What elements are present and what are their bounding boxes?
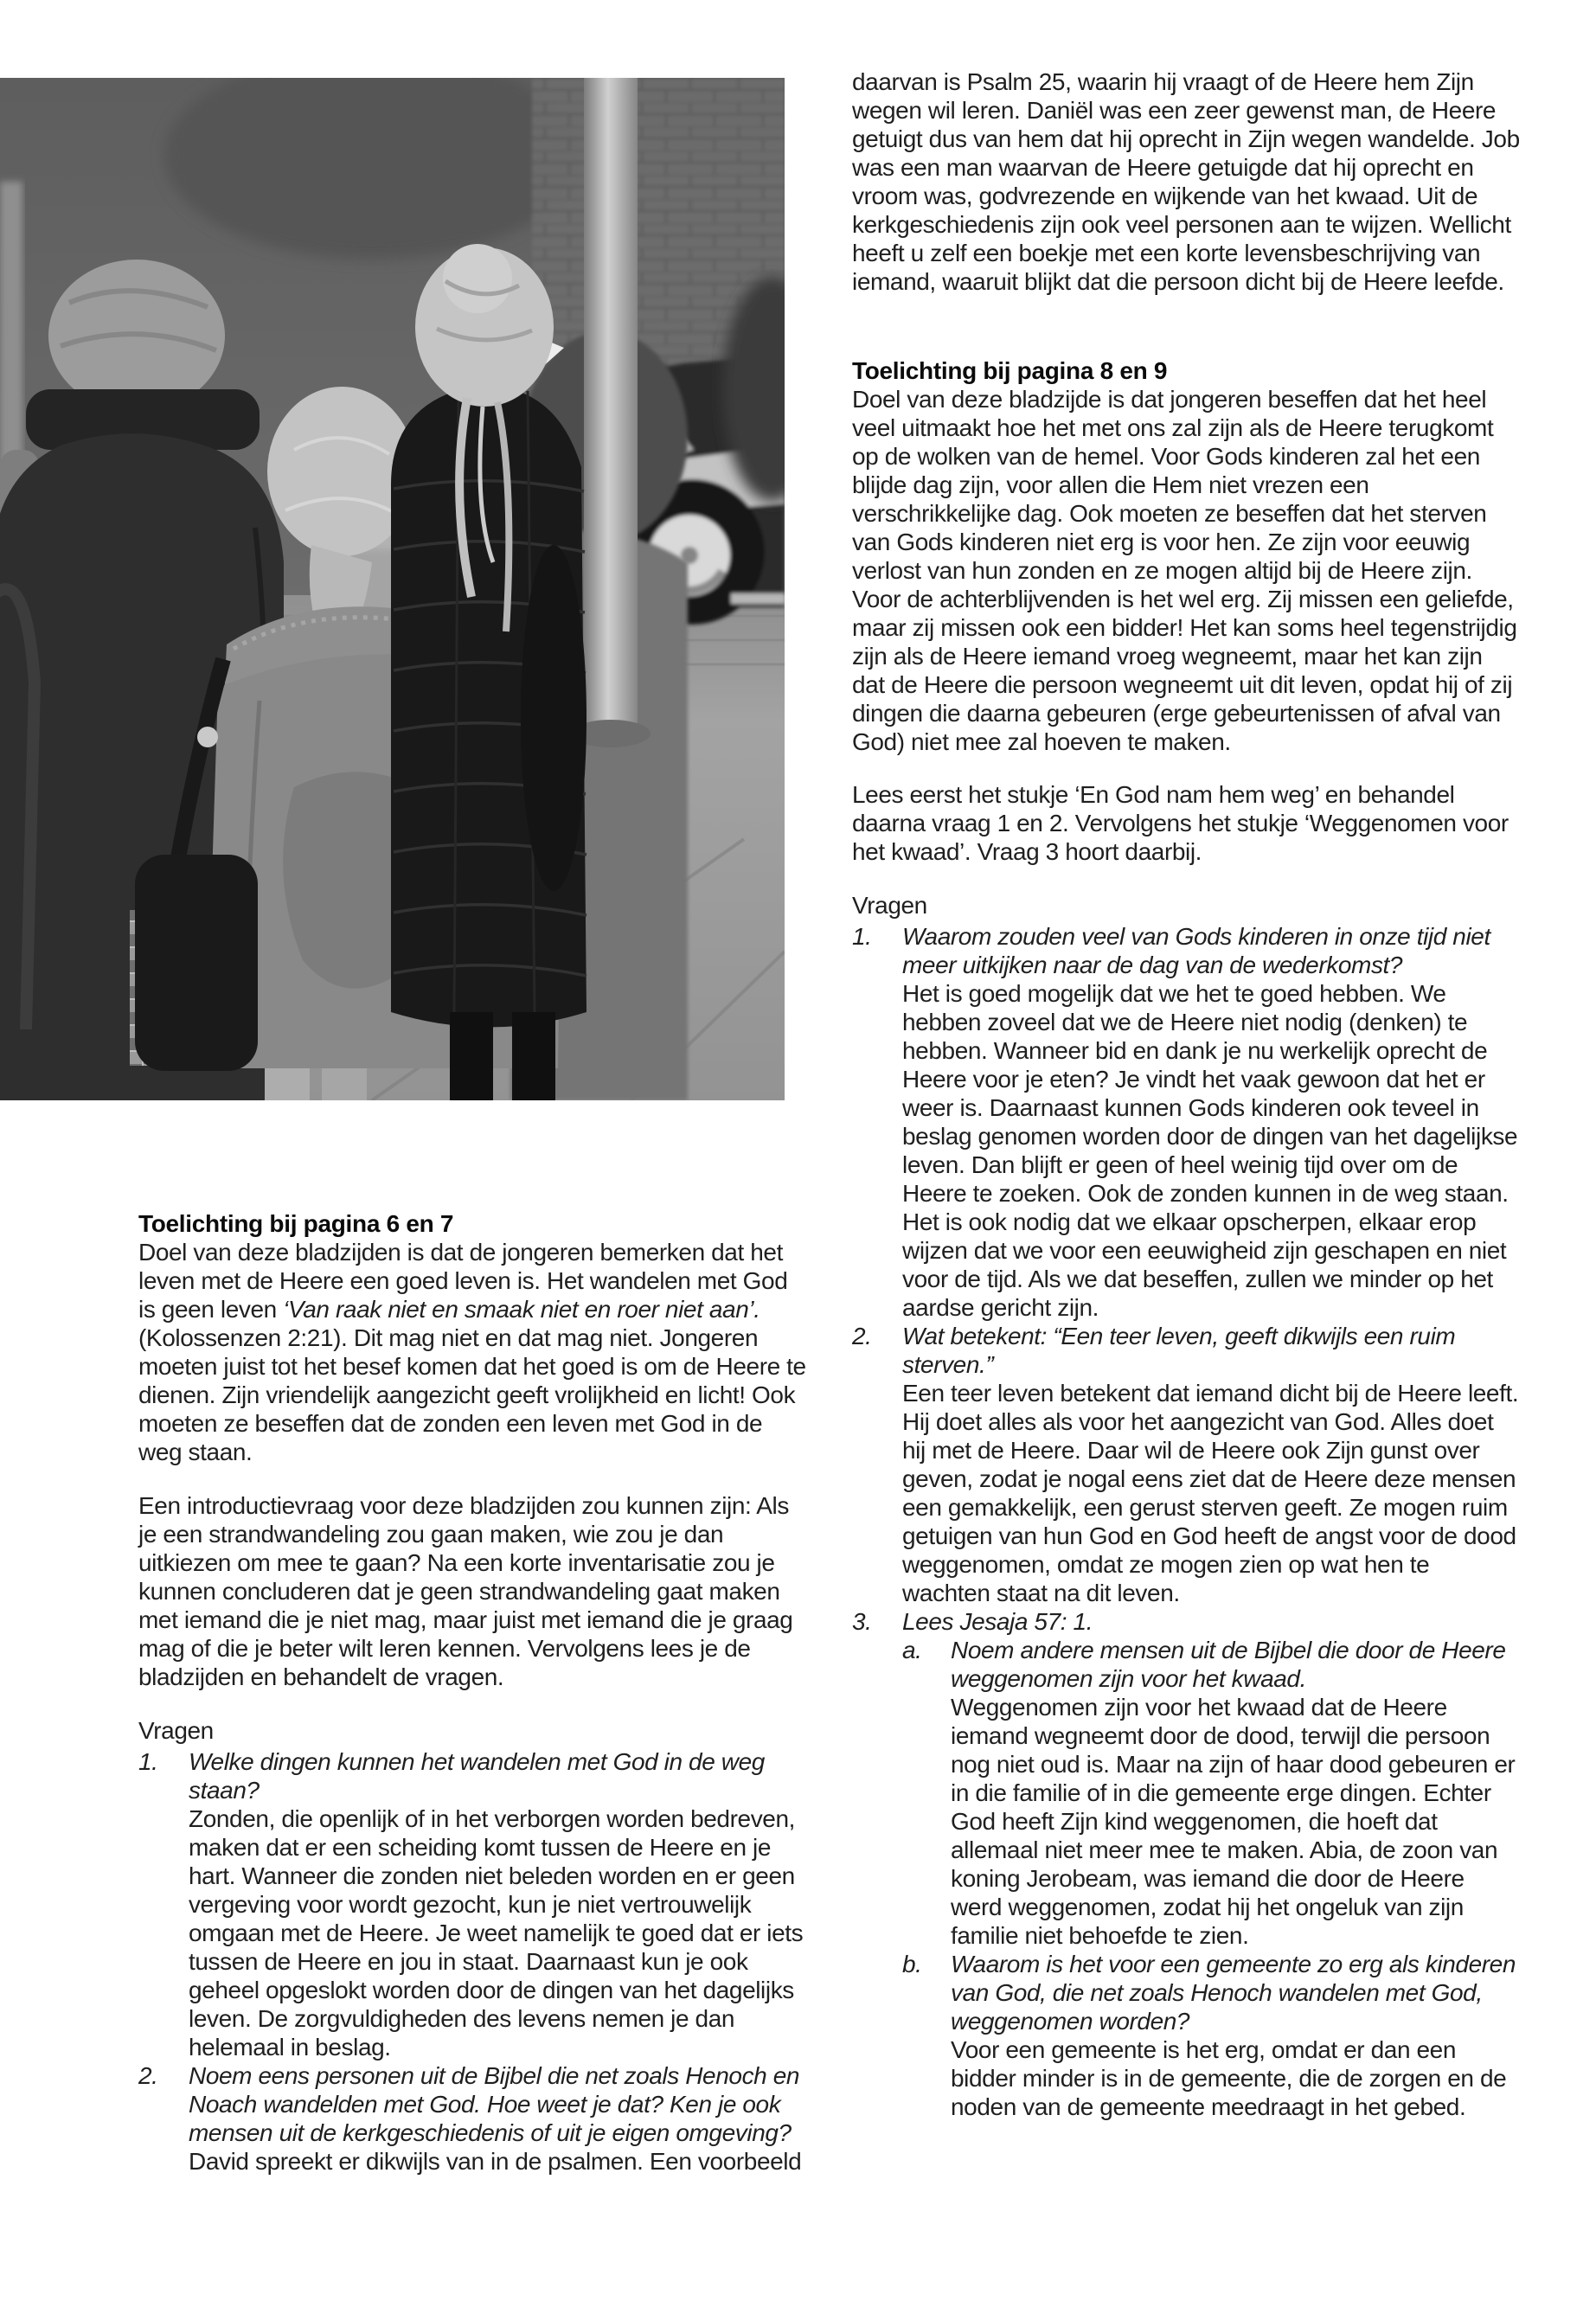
question-item xyxy=(138,2061,806,2176)
question-text: Wat betekent: “Een teer leven, geeft dikwijls een ruim sterven.” xyxy=(902,1323,1456,1378)
question-list xyxy=(852,922,1520,2121)
question-text: Welke dingen kunnen het wandelen met God in de weg staan? xyxy=(189,1748,765,1804)
question-marker: 2. xyxy=(138,2062,158,2089)
answer-text: Een teer leven betekent dat iemand dicht bij de Heere leeft. Hij doet alles als voor het aangezicht van God. Alles doet hij met de Heere. Daar wil de Heere ook Zijn gunst over geven, zodat je nogal eens ziet dat de Heere deze mensen een gemakkelijk, een gerust sterven geeft. Ze mogen ruim getuigen van hun God en God heeft de angst voor de dood weggenomen, omdat ze mogen zien op wat hen te wachten staat na dit leven. xyxy=(902,1380,1519,1606)
question-content xyxy=(189,2061,806,2176)
question-item xyxy=(852,1607,1520,2121)
paragraph-lees-eerst: Lees eerst het stukje ‘En God nam hem weg’ en behandel daarna vraag 1 en 2. Vervolgens het stukje ‘Weggenomen voor het kwaad’. Vraag 3 hoort daarbij. xyxy=(852,781,1509,865)
answer-text: Zonden, die openlijk of in het verborgen worden bedreven, maken dat er een scheiding komt tussen de Heere en je hart. Wanneer die zonden niet beleden worden en er geen vergeving voor wordt gezocht, kun je niet vertrouwelijk omgaan met de Heere. Je weet namelijk te goed dat er iets tussen de Heere en jou in staat. Daarnaast kun je ook geheel opgeslokt worden door de dingen van het dagelijks leven. De zorgvuldigheden des levens nemen je dan helemaal in beslag. xyxy=(189,1805,804,2061)
question-marker: 2. xyxy=(852,1323,872,1349)
body-text: Doel van deze bladzijden is dat de jongeren bemerken dat het leven met de Heere een goed leven is. Het wandelen met God is geen leven xyxy=(138,1239,788,1323)
question-marker: a. xyxy=(902,1637,922,1663)
quoted-italic-text: ‘Van raak niet en smaak niet en roer niet aan’. xyxy=(283,1296,760,1323)
question-content xyxy=(189,1747,806,2061)
question-content xyxy=(902,1322,1520,1607)
question-content xyxy=(902,1607,1520,2121)
street-photo-illustration xyxy=(0,78,785,1100)
answer-text: Weggenomen zijn voor het kwaad dat de Heere iemand wegneemt door de dood, terwijl die persoon nog niet oud is. Maar na zijn of haar dood gebeuren er in die familie of in die gemeente erge dingen. Echter God heeft Zijn kind weggenomen, die hoeft dat allemaal niet meer mee te maken. Abia, de zoon van koning Jerobeam, was iemand die door de Heere werd weggenomen, zodat hij het ongeluk van zijn familie niet behoefde te zien. xyxy=(951,1694,1516,1949)
sub-question-item xyxy=(902,1636,1520,1950)
question-text: Waarom zouden veel van Gods kinderen in onze tijd niet meer uitkijken naar de dag van de wederkomst? xyxy=(902,923,1490,978)
paragraph-doel-6-7 xyxy=(138,1238,806,1466)
body-text: (Kolossenzen 2:21). Dit mag niet en dat mag niet. Jongeren moeten juist tot het besef komen dat het goed is om de Heere te dienen. Zijn vriendelijk aangezicht geeft vrolijkheid en licht! Ook moeten ze beseffen dat de zonden een leven met God in de weg staan. xyxy=(138,1324,806,1465)
questions-label: Vragen xyxy=(852,892,927,919)
questions-label: Vragen xyxy=(138,1717,214,1744)
shoulder-bag xyxy=(135,855,258,1071)
question-marker: 1. xyxy=(852,923,872,950)
paragraph-doel-8-9: Doel van deze bladzijde is dat jongeren beseffen dat het heel veel uitmaakt hoe het met ons zal zijn als de Heere terugkomt op de wolken van de hemel. Voor Gods kinderen zal het een blijde dag zijn, voor allen die Hem niet vrezen een verschrikkelijke dag. Ook moeten ze beseffen dat het sterven van Gods kinderen niet erg is voor hen. Ze zijn voor eeuwig verlost van hun zonden en ze mogen altijd bij de Heere zijn. Voor de achterblijvenden is het wel erg. Zij missen een geliefde, maar zij missen ook een bidder! Het kan soms heel tegenstrijdig zijn als de Heere iemand vroeg wegneemt, maar het kan zijn dat de Heere die persoon wegneemt uit dit leven, opdat hij of zij dingen die daarna gebeuren (erge gebeurtenissen of afval van God) niet mee zal hoeven te maken. xyxy=(852,386,1517,755)
paragraph-continued: daarvan is Psalm 25, waarin hij vraagt of de Heere hem Zijn wegen wil leren. Daniël was een zeer gewenst man, de Heere getuigt dus van hem dat hij oprecht in Zijn wegen wandelde. Job was een man waarvan de Heere getuigde dat hij oprecht en vroom was, godvrezende en wijkende van het kwaad. Uit de kerkgeschiedenis zijn ook veel personen aan te wijzen. Wellicht heeft u zelf een boekje met een korte levensbeschrijving van iemand, waaruit blijkt dat die persoon dicht bij de Heere leefde. xyxy=(852,68,1520,295)
answer-text: Het is goed mogelijk dat we het te goed hebben. We hebben zoveel dat we de Heere niet nodig (denken) te hebben. Wanneer bid en dank je nu werkelijk oprecht de Heere voor je eten? Je vindt het vaak gewoon dat het er weer is. Daarnaast kunnen Gods kinderen ook teveel in beslag genomen worden door de dingen van het dagelijkse leven. Dan blijft er geen of heel weinig tijd over om de Heere te zoeken. Ook de zonden kunnen in de weg staan. Het is ook nodig dat we elkaar opscherpen, elkaar erop wijzen dat we voor een eeuwigheid zijn geschapen en niet voor de tijd. Als we dat beseffen, zullen we minder op het aardse gericht zijn. xyxy=(902,980,1518,1321)
right-column xyxy=(852,67,1520,2121)
question-marker: 1. xyxy=(138,1748,158,1775)
question-text: Noem andere mensen uit de Bijbel die door de Heere weggenomen zijn voor het kwaad. xyxy=(951,1637,1506,1692)
question-item xyxy=(852,922,1520,1322)
question-content xyxy=(951,1950,1520,2121)
sub-question-list xyxy=(902,1636,1520,2121)
section-heading-pagina-8-9: Toelichting bij pagina 8 en 9 xyxy=(852,357,1168,384)
question-marker: b. xyxy=(902,1951,922,1977)
section-heading-pagina-6-7: Toelichting bij pagina 6 en 7 xyxy=(138,1210,454,1237)
question-list xyxy=(138,1747,806,2176)
answer-text: Voor een gemeente is het erg, omdat er dan een bidder minder is in de gemeente, die de zorgen en de noden van de gemeente meedraagt in het gebed. xyxy=(951,2036,1507,2120)
question-text: Lees Jesaja 57: 1. xyxy=(902,1608,1093,1635)
question-item xyxy=(138,1747,806,2061)
question-content xyxy=(902,922,1520,1322)
street-photo xyxy=(0,78,785,1100)
question-text: Waarom is het voor een gemeente zo erg als kinderen van God, die net zoals Henoch wandelen met God, weggenomen worden? xyxy=(951,1951,1516,2035)
question-item xyxy=(852,1322,1520,1607)
sub-question-item xyxy=(902,1950,1520,2121)
question-marker: 3. xyxy=(852,1608,872,1635)
left-column xyxy=(138,1209,806,2176)
answer-text: David spreekt er dikwijls van in de psalmen. Een voorbeeld xyxy=(189,2148,802,2175)
question-text: Noem eens personen uit de Bijbel die net zoals Henoch en Noach wandelden met God. Hoe weet je dat? Ken je ook mensen uit de kerkgeschiedenis of uit je eigen omgeving? xyxy=(189,2062,800,2146)
question-content xyxy=(951,1636,1520,1950)
paragraph-introductievraag: Een introductievraag voor deze bladzijden zou kunnen zijn: Als je een strandwandeling zou gaan maken, wie zou je dan uitkiezen om mee te gaan? Na een korte inventarisatie zou je kunnen concluderen dat je geen strandwandeling gaat maken met iemand die je niet mag, maar juist met iemand die je graag mag of die je beter wilt leren kennen. Vervolgens lees je de bladzijden en behandelt de vragen. xyxy=(138,1492,793,1690)
